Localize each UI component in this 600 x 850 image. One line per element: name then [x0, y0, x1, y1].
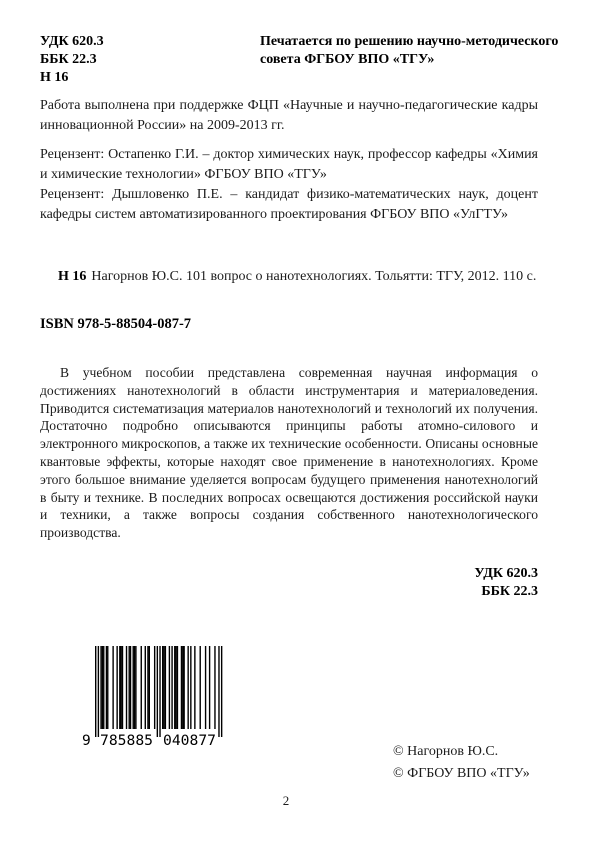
catalog-entry-code: Н 16: [58, 269, 87, 284]
svg-text:040877: 040877: [163, 733, 216, 748]
reviewer-1: Рецензент: Остапенко Г.И. – доктор химических наук, профессор кафедры «Химия и химические технологии» ФГБОУ ВПО «ТГУ»: [40, 147, 538, 182]
bbk-code-bottom: ББК 22.3: [481, 584, 538, 599]
copyright-author: © Нагорнов Ю.С.: [393, 744, 499, 759]
publication-approval-note: [260, 33, 558, 69]
isbn-number: ISBN 978-5-88504-087-7: [40, 316, 192, 332]
copyright-block: [393, 741, 530, 785]
author-sign-code: Н 16: [40, 70, 69, 85]
page-number: 2: [282, 793, 290, 808]
udc-code-top: УДК 620.3: [40, 34, 104, 49]
classification-codes-top: [40, 33, 104, 87]
reviewers-block: [40, 145, 538, 225]
approval-note-line2: совета ФГБОУ ВПО «ТГУ»: [260, 52, 435, 67]
udc-code-bottom: УДК 620.3: [474, 566, 538, 581]
approval-note-line1: Печатается по решению научно-методического: [260, 34, 559, 49]
reviewer-2: Рецензент: Дышловенко П.Е. – кандидат физико-математических наук, доцент кафедры систем автоматизированного проектирования ФГБОУ ВПО «УлГТУ»: [40, 187, 538, 222]
bbk-code-top: ББК 22.3: [40, 52, 97, 67]
svg-text:785885: 785885: [100, 733, 153, 748]
catalog-entry-text: Нагорнов Ю.С. 101 вопрос о нанотехнологиях. Тольятти: ТГУ, 2012. 110 с.: [91, 269, 537, 284]
annotation-paragraph: В учебном пособии представлена современная научная информация о достижениях нанотехнологий в области инструментария и материаловедения. Приводится систематизация материалов нанотехнологий и технологий их получения. Достаточно подробно описываются принципы работы атомно-силового и электронного микроскопов, а также их технические особенности. Описаны основные квантовые эффекты, которые находят свое применение в нанотехнологиях. Кроме этого большое внимание уделяется вопросам будущего применения нанотехнологий в быту и технике. В последних вопросах освещаются достижения российской науки и техники, а также вопросы создания собственного нанотехнологического производства.: [40, 365, 538, 541]
barcode-image: [80, 646, 226, 748]
catalog-entry: [58, 267, 538, 286]
isbn-barcode: [80, 646, 226, 753]
copyright-publisher: © ФГБОУ ВПО «ТГУ»: [393, 766, 530, 781]
classification-codes-bottom: [474, 565, 538, 601]
funding-note: Работа выполнена при поддержке ФЦП «Научные и научно-педагогические кадры инновационной России» на 2009-2013 гг.: [40, 98, 538, 133]
svg-text:9: 9: [82, 733, 91, 748]
